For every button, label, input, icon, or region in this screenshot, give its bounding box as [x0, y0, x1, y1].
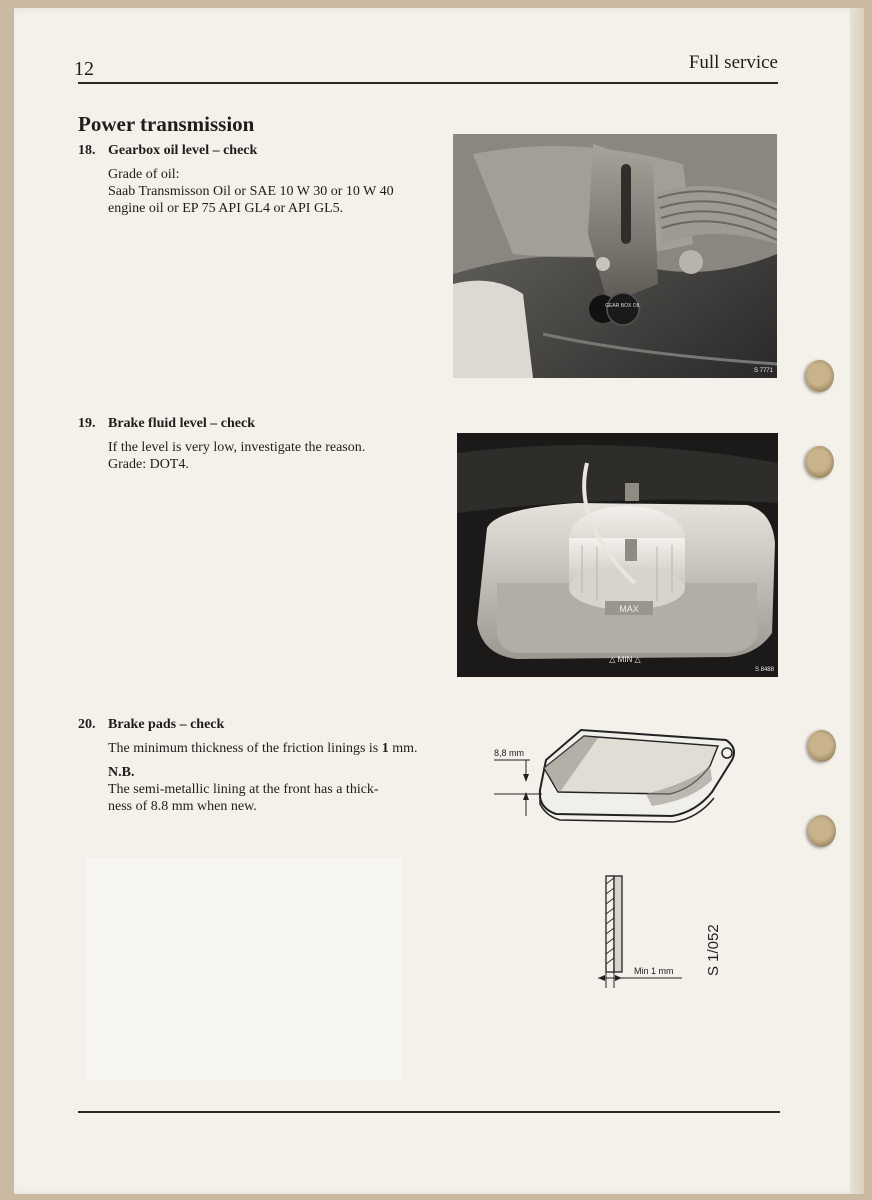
- item-20-heading: [78, 717, 224, 733]
- text-line: engine oil or EP 75 API GL4 or API GL5.: [108, 201, 344, 216]
- blank-panel: [86, 858, 402, 1080]
- header-rule: [78, 82, 778, 84]
- footer-rule: [78, 1111, 780, 1113]
- page-number: 12: [74, 58, 94, 80]
- photo-ref: S 8488: [754, 667, 774, 673]
- nb-label: N.B.: [108, 765, 135, 780]
- item-title: Brake pads – check: [108, 717, 225, 732]
- section-title: Power transmission: [78, 112, 255, 136]
- item-title: Gearbox oil level – check: [108, 143, 258, 158]
- item-number: 18.: [78, 143, 96, 158]
- item-title: Brake fluid level – check: [108, 416, 255, 431]
- binder-hole: [806, 446, 834, 478]
- text-line: Saab Transmisson Oil or SAE 10 W 30 or 10 W 40: [108, 184, 394, 199]
- min-value: 1: [381, 741, 389, 756]
- item-number: 20.: [78, 717, 96, 732]
- item-18-heading: [78, 143, 257, 159]
- item-19-text: [108, 439, 365, 473]
- brake-pad-figure: [486, 720, 746, 990]
- max-mark: MAX: [619, 604, 639, 614]
- text-line: Grade: DOT4.: [108, 457, 189, 472]
- page-edge: [850, 8, 864, 1194]
- text-line: Grade of oil:: [108, 167, 180, 182]
- text-line: The semi-metallic lining at the front has a thick-: [108, 782, 379, 797]
- text-line: [108, 740, 418, 757]
- text-run: The minimum thickness of the friction linings is: [108, 741, 379, 756]
- text-line: ness of 8.8 mm when new.: [108, 799, 257, 814]
- item-19-heading: [78, 416, 255, 432]
- item-18-text: [108, 166, 394, 217]
- gearbox-photo-graphic: [453, 134, 777, 378]
- text-line: If the level is very low, investigate the reason.: [108, 440, 366, 455]
- dim-min-label: Min 1 mm: [634, 966, 674, 976]
- text-run: mm.: [392, 741, 418, 756]
- running-head: Full service: [688, 52, 778, 73]
- brake-fluid-photo: [457, 433, 778, 677]
- dim-new-label: 8,8 mm: [494, 748, 525, 758]
- photo-ref: S 7771: [753, 368, 773, 374]
- gearbox-photo: [453, 134, 777, 378]
- binder-hole: [806, 360, 834, 392]
- min-mark: △ MIN △: [609, 655, 641, 664]
- item-20-text: [108, 740, 418, 815]
- item-number: 19.: [78, 416, 96, 431]
- binder-hole: [808, 815, 836, 847]
- brake-fluid-photo-graphic: [457, 433, 778, 677]
- binder-hole: [808, 730, 836, 762]
- figure-code: S 1/052: [705, 924, 722, 976]
- oil-cap-label: GEAR BOX OIL: [605, 303, 641, 309]
